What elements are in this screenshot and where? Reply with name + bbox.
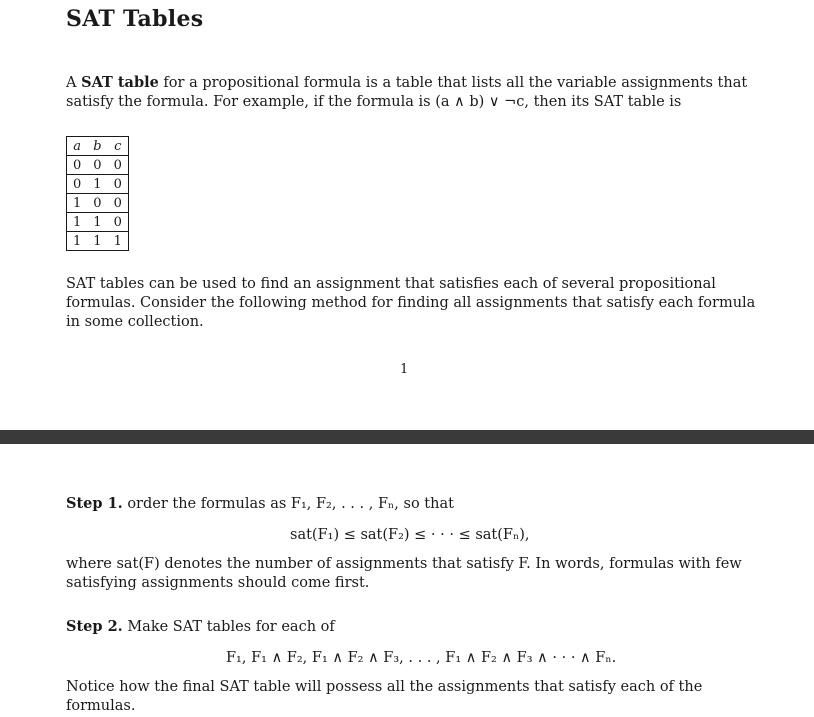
page-number: 1 (400, 362, 409, 377)
table-cell: 1 (87, 213, 107, 232)
table-cell: 1 (87, 232, 107, 251)
table-row (67, 156, 129, 175)
sat-table-header-b: b (87, 137, 107, 156)
intro-bold-term: SAT table (81, 74, 159, 91)
table-row (67, 194, 129, 213)
table-cell: 1 (67, 213, 88, 232)
step-1-note: where sat(F) denotes the number of assignments that satisfy F. In words, formulas with few satisfying assignments should come first. (66, 556, 742, 591)
table-cell: 0 (108, 213, 129, 232)
step-2-label: Step 2. (66, 618, 123, 635)
step-1-text: order the formulas as F₁, F₂, . . . , Fₙ, so that (122, 496, 454, 512)
page-title: SAT Tables (66, 6, 204, 32)
table-cell: 0 (87, 156, 107, 175)
method-paragraph: SAT tables can be used to find an assignment that satisfies each of several propositional formulas. Consider the following method for finding all assignments that satisfy each formula in some collection. (66, 276, 756, 330)
table-cell: 1 (87, 175, 107, 194)
step-2-equation: F₁, F₁ ∧ F₂, F₁ ∧ F₂ ∧ F₃, . . . , F₁ ∧ F₂ ∧ F₃ ∧ · · · ∧ Fₙ. (226, 650, 617, 666)
table-cell: 1 (67, 194, 88, 213)
intro-rest: for a propositional formula is a table that lists all the variable assignments that satisfy the formula. For example, if the formula is (a ∧ b) ∨ ¬c, then its SAT table is (66, 75, 748, 110)
table-cell: 1 (67, 232, 88, 251)
table-cell: 0 (67, 156, 88, 175)
conclusion-paragraph: Notice how the final SAT table will possess all the assignments that satisfy each of the formulas. (66, 679, 703, 714)
table-cell: 0 (108, 194, 129, 213)
step-1-label: Step 1. (66, 495, 123, 512)
intro-paragraph (66, 73, 756, 112)
table-cell: 0 (67, 175, 88, 194)
intro-prefix: A (66, 75, 82, 91)
step-1-equation: sat(F₁) ≤ sat(F₂) ≤ · · · ≤ sat(Fₙ), (290, 527, 530, 543)
sat-table-header-c: c (108, 137, 129, 156)
sat-table (66, 136, 129, 251)
step-2-text: Make SAT tables for each of (122, 619, 335, 635)
table-cell: 1 (108, 232, 129, 251)
table-cell: 0 (108, 156, 129, 175)
step-2 (66, 618, 335, 635)
table-cell: 0 (87, 194, 107, 213)
page-divider (0, 430, 814, 444)
sat-table-header-row (67, 137, 129, 156)
table-row (67, 232, 129, 251)
table-row (67, 213, 129, 232)
step-1 (66, 495, 454, 512)
table-row (67, 175, 129, 194)
sat-table-header-a: a (67, 137, 88, 156)
page-2 (0, 444, 814, 717)
table-cell: 0 (108, 175, 129, 194)
